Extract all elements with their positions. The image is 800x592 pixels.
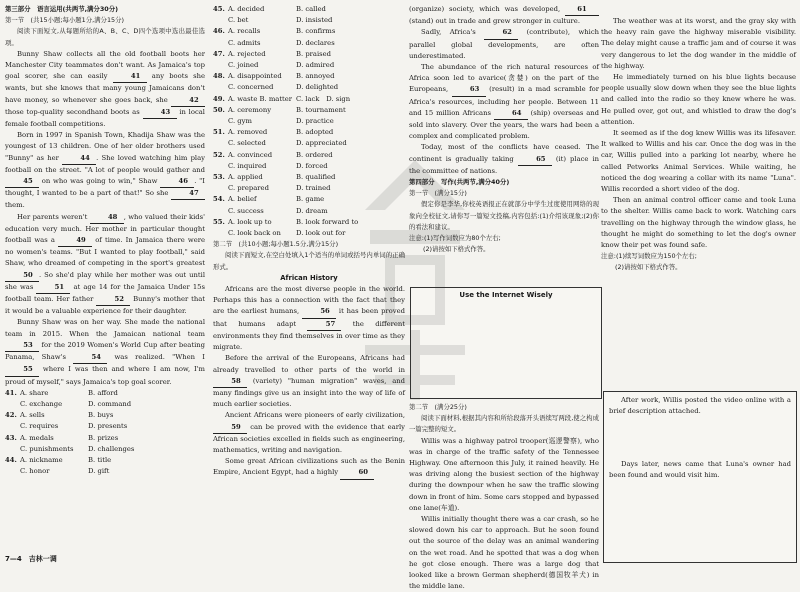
blank-52: 52 [96,294,130,306]
option-row: 55. A. look up to B. look forward to [213,217,359,226]
grammar-para-1: Africans are the most diverse people in the world. Perhaps this has a connection with the fact that they are the earliest humans, 56 it has been proved that humans adapt 57 the different environments they find themselves in over time as they migrate. [213,285,405,352]
option-row: 44. A. nickname B. title [5,455,112,464]
column-1 [5,4,205,477]
story-para-6: Then an animal control officer came and took Luna to the shelter. Willis came back to work. Watching cars travelling on the highway through the window glass, he thought he might do something to let the dog's owner know their pet was found safe. [601,196,796,250]
essay-answer-box[interactable] [410,287,602,399]
blank-44: 44 [62,153,96,165]
grammar-para-6: The abundance of the rich natural resources of Africa soon led to avarice(贪婪) on the part of the Europeans, 63 (result) in a mad scramble for Africa's resources, including her people. Between 11 and 15 million Africans 64 (ship) overseas and sold into slavery. Over the years, the wars had been a complex and complicated problem. [409,63,599,141]
blank-46: 46 [160,176,194,188]
story-para-2: Willis initially thought there was a car crash, so he slowed down his car to approach. But he soon found out the source of the delay was an animal wandering on the wet road. And he spotted that was a dog when he got close enough. There was a large dog that looked like a brown German shepherd(德国牧羊犬) in the middle lane. [409,515,599,591]
option-row: C. concerned D. delighted [228,83,339,92]
blank-62: 62 [484,27,518,39]
blank-59: 59 [213,422,247,434]
option-row: C. admits D. declares [228,38,335,47]
option-row: 49. A. waste B. matter C. lack D. sign [213,94,351,103]
writing-sec1-head: 第一节 (满分15分) [409,189,467,198]
grammar-para-7: Today, most of the conflicts have ceased. The continent is gradually taking 65 (it) place in the committee of nations. [409,143,599,175]
cloze-para-4: Bunny Shaw was on her way. She made the national team in 2015. When the Jamaican national team 53 for the 2019 Women's World Cup after beating Panama, Shaw's 54 was realized. "When I 55 where I was then and where I am now, I'm proud of myself," says Jamaica's top goal scorer. [5,318,205,386]
sec1-instruction: 阅读下面短文,从每题所给的A、B、C、D四个选项中选出最佳选项。 [5,27,205,47]
option-row: C. selected D. appreciated [228,139,347,148]
writing-sec2-head: 第二节 (满分25分) [409,403,467,411]
blank-61: 61 [565,4,599,16]
continuation-start-1: After work, Willis posted the video online with a brief description attached. [609,396,791,415]
blank-53: 53 [5,340,39,352]
writing-note-2: (2)请按如下格式作答。 [423,245,490,254]
column-2 [213,4,405,480]
blank-65: 65 [518,154,552,166]
option-row: 43. A. medals B. prizes [5,433,119,442]
column-4 [601,16,796,274]
page-footer: 7—4 吉林一调 [5,555,57,563]
blank-60: 60 [340,467,374,479]
options-list-col1 [5,388,205,478]
story-para-1: Willis was a highway patrol trooper(巡逻警察), who was in charge of the traffic safety of the Tennessee Highway. One afternoon this July, it rained heavily. He was driving along the busiest section of the highway during the downpour when he saw the traffic slowing down in front of him. Some cars stopped and bypassed one lane(车道). [409,436,599,512]
part4-heading: 第四部分 写作(共两节,满分40分) [409,178,510,187]
blank-45: 45 [5,176,39,188]
essay-box-title: Use the Internet Wisely [459,291,553,299]
blank-47: 47 [171,188,205,200]
writing-note: 注意:(1)写作词数应为80个左右; [409,234,501,243]
blank-55: 55 [5,364,39,376]
blank-64: 64 [494,108,528,120]
grammar-para-2: Before the arrival of the Europeans, Africans had already travelled to other parts of the world in 58 (variety) "human migration" waves, and many findings give us an insight into the way of life of much earlier societies. [213,354,405,409]
option-row: C. requires D. presents [20,422,128,431]
option-row: 48. A. disappointed B. annoyed [213,72,335,81]
options-list-col2 [213,4,405,239]
option-row: 42. A. sells B. buys [5,411,114,420]
story-para-4: He immediately turned on his blue lights because people usually slow down when they see the blue lights and called into the radio so they knew where he was. He pulled over, got out, and whistled to draw the dog's attention. [601,73,796,126]
blank-50: 50 [5,270,39,282]
cloze-para-1: Bunny Shaw collects all the old football boots her Manchester City teammates don't want. As Jamaica's top goal scorer, she can easily 41 any boots she wants, but she knows that many young Jamaicans don't have money, so whenever she goes back, she 42 those top-quality secondhand boots as 43 in local female football competitions. [5,49,205,129]
continuation-note-2: (2)请按如下格式作答。 [615,263,682,272]
blank-49: 49 [58,235,92,247]
grammar-para-4b: (organize) society, which was developed, 61 (stand) out in trade and grew stronger in culture. [409,4,599,27]
continuation-note: 注意:(1)续写词数应为150个左右; [601,252,697,261]
option-row: 52. A. convinced B. ordered [213,150,333,159]
option-row: 45. A. decided B. called [213,5,326,13]
column-3 [409,4,599,255]
blank-48: 48 [90,212,124,224]
blank-41: 41 [113,71,147,83]
option-row: 54. A. belief B. game [213,195,325,204]
story-para-3: The weather was at its worst, and the gray sky with the heavy rain gave the highway miserable visibility. The delay might cause a traffic jam and of course it was very dangerous to let the dog wander in the middle of the highway. [601,17,796,70]
blank-57: 57 [307,319,341,331]
continuation-instruction: 阅读下面材料,根据其内容和所给段落开头语续写两段,使之构成一篇完整的短文。 [409,414,599,434]
blank-51: 51 [36,282,70,294]
part3-heading: 第三部分 语言运用(共两节,满分30分) [5,5,119,13]
grammar-para-4a: Some great African civilizations such as the Benin Empire, Ancient Egypt, had a highly 60 [213,456,405,479]
sec1-head: 第一节 (共15小题;每小题1分,满分15分) [5,16,124,25]
continuation-start-2: Days later, news came that Luna's owner had been found and would visit him. [609,460,791,479]
grammar-para-5: Sadly, Africa's 62 (contribute), which parallel global developments, are often underestimated. [409,28,599,60]
option-row: C. honor D. gift [20,467,110,476]
option-row: 47. A. rejected B. praised [213,49,332,58]
option-row: C. inquired D. forced [228,161,328,170]
blank-58: 58 [213,376,247,388]
option-row: C. prepared D. trained [228,184,331,193]
sec2-instruction: 阅读下面短文,在空白处填入1个适当的单词或括号内单词的正确形式。 [213,251,405,271]
option-row: 41. A. share B. afford [5,388,118,397]
option-row: 51. A. removed B. adopted [213,128,334,137]
writing-task: 假定你是李华,你校英语报正在就部分中学生过度使用网络的现象向全校征文,请你写一篇短文投稿,内容包括:(1)介绍该现象;(2)你的看法和建议。 [409,200,599,231]
cloze-para-2: Born in 1997 in Spanish Town, Khadija Shaw was the youngest of 13 children. One of her older brothers used "Bunny" as her 44 . She loved watching him play football on the street. "A lot of people would gather and 45 on who was going to win," Shaw 46 . "I thought, I wanted to be a part of that!" So she 47 them. [5,131,205,210]
option-row: 53. A. applied B. qualified [213,173,336,182]
option-row: C. look back on D. look out for [228,229,346,238]
continuation-answer-box[interactable] [603,391,797,563]
option-row: 46. A. recalls B. confirms [213,27,336,36]
blank-63: 63 [452,84,486,96]
option-row: C. exchange D. command [20,399,132,408]
grammar-para-3: Ancient Africans were pioneers of early civilization, 59 can be proved with the evidence that early African societies excelled in fields such as engineering, mathematics, writing and navigation. [213,411,405,454]
option-row: C. joined D. admired [228,61,335,70]
blank-56: 56 [302,306,336,318]
cloze-para-3: Her parents weren't 48 , who valued their kids' education very much. Her mother in particular thought football was a 49 of time. In Jamaica there were no women's teams. "But I wanted to play football," said Shaw, who dreamed of competing in the sport's greatest 50 . So she'd play while her mother was out until she was 51 at age 14 for the Jamaica Under 15s football team. Her father 52 Bunny's mother that it would be a valuable experience for their daughter. [5,212,205,316]
blank-42: 42 [171,95,205,107]
column-3-lower [409,402,599,592]
blank-54: 54 [73,352,107,364]
option-row: 50. A. ceremony B. tournament [213,105,346,114]
blank-43: 43 [143,107,177,119]
sec2-head: 第二节 (共10小题;每小题1.5分,满分15分) [213,240,339,249]
passage-title: African History [280,273,338,282]
option-row: C. punishments D. challenges [20,444,135,453]
story-para-5: It seemed as if the dog knew Willis was its lifesaver. It walked to Willis and his car. Once the dog was in the car, Willis pulled into a parking lot nearby, where he called Petworks Animal Services. While waiting, he noticed the dog wearing a collar with its name "Luna". Willis recorded a short video of the dog. [601,129,796,194]
option-row: C. bet D. insisted [228,16,333,25]
option-row: C. success D. dream [228,206,328,215]
option-row: C. gym D. practice [228,117,334,126]
